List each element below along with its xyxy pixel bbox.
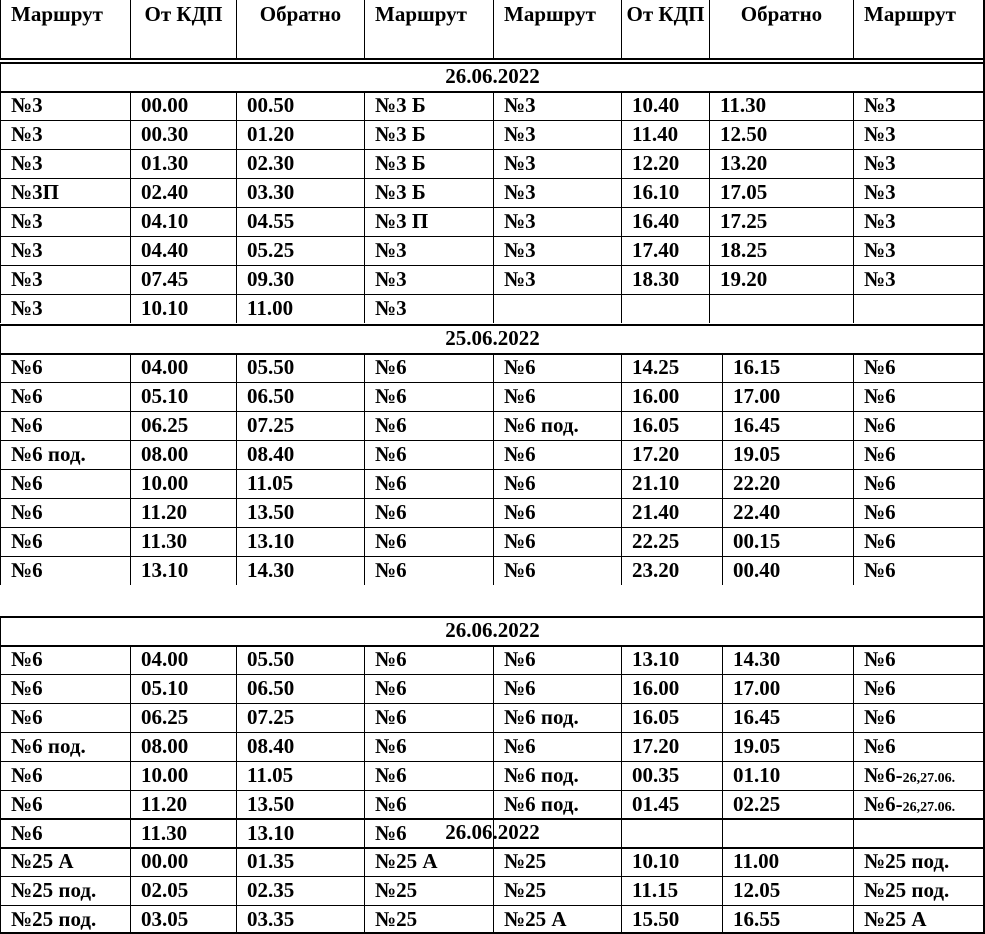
table-cell: №6 [364, 556, 493, 585]
table-cell: 14.25 [621, 353, 722, 382]
table-cell: №6 [853, 732, 985, 761]
table-cell: 22.40 [722, 498, 853, 527]
table-cell: 08.00 [130, 732, 236, 761]
table-cell: №6 [364, 790, 493, 819]
table-cell: №3 Б [364, 178, 493, 207]
table-cell: №6 под. [0, 440, 130, 469]
table-cell: №6 [493, 556, 621, 585]
table-cell: 18.30 [621, 265, 709, 294]
table-cell: №6 [364, 382, 493, 411]
table-cell: 17.20 [621, 440, 722, 469]
table-cell: 05.25 [236, 236, 364, 265]
table-cell: 03.05 [130, 905, 236, 934]
table-cell: 09.30 [236, 265, 364, 294]
table-cell: №6 под. [493, 411, 621, 440]
table-cell: 11.30 [130, 527, 236, 556]
table-cell: 16.05 [621, 703, 722, 732]
table-cell: 04.00 [130, 353, 236, 382]
table-cell: №6 под. [493, 703, 621, 732]
section-date: 26.06.2022 [0, 62, 985, 91]
table-cell: 12.50 [709, 120, 853, 149]
table-cell: 00.35 [621, 761, 722, 790]
table-cell: 10.00 [130, 761, 236, 790]
table-cell: №6 [364, 674, 493, 703]
table-cell: №25 А [493, 905, 621, 934]
table-cell: №6 [0, 411, 130, 440]
table-cell: №3 [493, 91, 621, 120]
table-cell: 18.25 [709, 236, 853, 265]
table-cell: №6 под. [493, 761, 621, 790]
table-cell: №6 [493, 440, 621, 469]
table-cell: №25 А [853, 905, 985, 934]
table-cell: №3 [364, 236, 493, 265]
table-cell: 10.00 [130, 469, 236, 498]
table-cell [853, 761, 985, 790]
table-cell: №6 [0, 498, 130, 527]
table-cell: №6 [493, 353, 621, 382]
table-cell: №25 А [0, 847, 130, 876]
table-cell: 07.25 [236, 411, 364, 440]
table-cell: №6 [364, 527, 493, 556]
column-header: Маршрут [853, 0, 985, 58]
table-cell: 16.10 [621, 178, 709, 207]
table-cell: №3 [0, 236, 130, 265]
table-cell: №25 [364, 876, 493, 905]
table-cell: №6 [493, 469, 621, 498]
table-cell: 17.00 [722, 382, 853, 411]
table-cell: 11.05 [236, 469, 364, 498]
table-cell: 13.20 [709, 149, 853, 178]
table-cell: 17.25 [709, 207, 853, 236]
table-cell: №3 [493, 120, 621, 149]
table-cell: №6 [364, 411, 493, 440]
table-cell: 12.20 [621, 149, 709, 178]
table-cell: №6 [364, 819, 493, 848]
column-header: От КДП [130, 0, 236, 58]
table-cell: 22.20 [722, 469, 853, 498]
table-cell: 00.15 [722, 527, 853, 556]
table-cell: 17.05 [709, 178, 853, 207]
table-cell: 13.50 [236, 498, 364, 527]
table-cell: 08.00 [130, 440, 236, 469]
table-cell: №3 [493, 236, 621, 265]
table-cell: 06.50 [236, 382, 364, 411]
table-cell: 23.20 [621, 556, 722, 585]
table-cell: 04.55 [236, 207, 364, 236]
table-cell: №6 [493, 382, 621, 411]
table-cell: №6 [0, 703, 130, 732]
table-cell: №3 [493, 265, 621, 294]
route-dates: 26,27.06. [902, 800, 956, 815]
table-cell [493, 294, 621, 323]
table-cell: 17.00 [722, 674, 853, 703]
table-cell: 01.30 [130, 149, 236, 178]
table-cell: №3 [364, 265, 493, 294]
table-cell: №3 [853, 236, 985, 265]
table-cell: №6 [493, 527, 621, 556]
table-cell [709, 294, 853, 323]
table-cell: №6 [853, 527, 985, 556]
table-cell: №3 [853, 149, 985, 178]
table-cell: №25 под. [0, 905, 130, 934]
table-cell: №3 Б [364, 91, 493, 120]
table-cell: 06.50 [236, 674, 364, 703]
table-cell: 00.50 [236, 91, 364, 120]
table-cell: 13.10 [621, 645, 722, 674]
table-cell: №3 [0, 207, 130, 236]
table-cell: 16.00 [621, 674, 722, 703]
table-cell: 04.40 [130, 236, 236, 265]
table-cell: 13.10 [236, 819, 364, 848]
column-header: Обратно [709, 0, 853, 58]
table-cell: 16.55 [722, 905, 853, 934]
table-cell: 16.40 [621, 207, 709, 236]
table-cell: №6 [364, 703, 493, 732]
table-cell: 05.50 [236, 645, 364, 674]
table-cell: 19.05 [722, 440, 853, 469]
table-cell: №6 [0, 382, 130, 411]
table-cell: №6 [853, 556, 985, 585]
table-cell: №3 П [364, 207, 493, 236]
table-cell: 11.20 [130, 790, 236, 819]
table-cell: 04.10 [130, 207, 236, 236]
table-cell: 21.40 [621, 498, 722, 527]
section-date: 26.06.2022 [0, 818, 985, 847]
table-cell: №3 [853, 120, 985, 149]
table-cell: 07.25 [236, 703, 364, 732]
table-cell: 16.00 [621, 382, 722, 411]
table-cell: №6 [364, 732, 493, 761]
table-cell: №6 [853, 703, 985, 732]
table-cell: №3 [493, 178, 621, 207]
table-cell: 11.30 [709, 91, 853, 120]
table-cell: №3 Б [364, 149, 493, 178]
table-cell: №6 [0, 790, 130, 819]
table-cell: №6 [0, 556, 130, 585]
table-cell: 02.25 [722, 790, 853, 819]
table-cell: №25 [493, 876, 621, 905]
table-cell: 19.05 [722, 732, 853, 761]
table-cell: №25 [493, 847, 621, 876]
table-cell: №3 [0, 120, 130, 149]
table-cell: №25 А [364, 847, 493, 876]
section-date: 25.06.2022 [0, 324, 985, 353]
table-cell: №3 [853, 178, 985, 207]
table-cell: №3 [853, 91, 985, 120]
table-cell: №6 [0, 819, 130, 848]
table-cell: №6 [0, 674, 130, 703]
column-header: Маршрут [493, 0, 621, 58]
table-cell: 00.00 [130, 91, 236, 120]
column-header: От КДП [621, 0, 709, 58]
table-cell: №25 [364, 905, 493, 934]
table-cell: 16.45 [722, 703, 853, 732]
table-cell: 06.25 [130, 411, 236, 440]
table-cell: №6 [0, 761, 130, 790]
table-cell: №6 [493, 674, 621, 703]
table-cell: 12.05 [722, 876, 853, 905]
table-cell: 05.10 [130, 674, 236, 703]
table-cell: 06.25 [130, 703, 236, 732]
table-cell: 11.40 [621, 120, 709, 149]
table-cell: 16.45 [722, 411, 853, 440]
table-cell: №6 [853, 382, 985, 411]
table-cell: 21.10 [621, 469, 722, 498]
table-cell: №3 [0, 149, 130, 178]
table-cell: 08.40 [236, 732, 364, 761]
table-cell: №3 [0, 294, 130, 323]
table-cell: №3 [364, 294, 493, 323]
table-cell: 00.40 [722, 556, 853, 585]
table-cell: 11.15 [621, 876, 722, 905]
table-cell: №3 [0, 91, 130, 120]
table-cell: №25 под. [853, 876, 985, 905]
table-cell [621, 294, 709, 323]
table-cell: №3 [493, 207, 621, 236]
table-cell: №3 [853, 265, 985, 294]
table-cell: №6 под. [0, 732, 130, 761]
table-cell: №3 Б [364, 120, 493, 149]
table-cell: 11.00 [236, 294, 364, 323]
table-cell: 14.30 [722, 645, 853, 674]
table-cell: 13.10 [236, 527, 364, 556]
table-cell: №6 [853, 411, 985, 440]
table-cell: №6 [493, 498, 621, 527]
table-cell: 17.40 [621, 236, 709, 265]
table-cell: №6 [0, 469, 130, 498]
table-cell: 10.10 [621, 847, 722, 876]
table-cell: №25 под. [853, 847, 985, 876]
table-cell: №6 под. [493, 790, 621, 819]
table-cell: 16.15 [722, 353, 853, 382]
column-header: Маршрут [364, 0, 493, 58]
table-cell: 10.40 [621, 91, 709, 120]
route-label: №6- [864, 763, 903, 787]
table-cell: 01.10 [722, 761, 853, 790]
table-cell: №3 [0, 265, 130, 294]
table-cell: №3 [853, 207, 985, 236]
table-cell: №6 [853, 498, 985, 527]
table-cell: №6 [0, 645, 130, 674]
table-cell: 15.50 [621, 905, 722, 934]
column-header: Обратно [236, 0, 364, 58]
table-cell: №6 [364, 761, 493, 790]
table-cell: №25 под. [0, 876, 130, 905]
table-cell: 02.35 [236, 876, 364, 905]
table-cell: 04.00 [130, 645, 236, 674]
table-cell: 17.20 [621, 732, 722, 761]
table-cell: 01.35 [236, 847, 364, 876]
table-cell: 22.25 [621, 527, 722, 556]
table-cell: №6 [853, 353, 985, 382]
table-cell: 08.40 [236, 440, 364, 469]
table-cell: 13.50 [236, 790, 364, 819]
table-cell: №6 [364, 440, 493, 469]
table-cell: 14.30 [236, 556, 364, 585]
table-cell: №6 [0, 353, 130, 382]
table-cell: 01.20 [236, 120, 364, 149]
table-cell: №6 [853, 440, 985, 469]
table-cell: 00.00 [130, 847, 236, 876]
table-cell: 02.05 [130, 876, 236, 905]
route-label: №6- [864, 792, 903, 816]
table-cell: №6 [364, 469, 493, 498]
table-cell: 11.30 [130, 819, 236, 848]
route-dates: 26,27.06. [902, 771, 956, 786]
table-cell: №3П [0, 178, 130, 207]
table-cell: №6 [853, 469, 985, 498]
table-cell: №6 [493, 732, 621, 761]
table-cell: 00.30 [130, 120, 236, 149]
table-cell: 11.20 [130, 498, 236, 527]
table-cell: 02.40 [130, 178, 236, 207]
table-cell: 03.35 [236, 905, 364, 934]
table-cell: 01.45 [621, 790, 722, 819]
table-cell: №6 [364, 498, 493, 527]
table-cell: 05.50 [236, 353, 364, 382]
table-cell: №6 [853, 645, 985, 674]
table-cell: 11.05 [236, 761, 364, 790]
table-cell: 13.10 [130, 556, 236, 585]
table-cell: №6 [493, 645, 621, 674]
table-cell: 02.30 [236, 149, 364, 178]
table-cell: 07.45 [130, 265, 236, 294]
section-date: 26.06.2022 [0, 616, 985, 645]
table-cell: №6 [0, 527, 130, 556]
row-divider [0, 58, 985, 60]
table-cell: 03.30 [236, 178, 364, 207]
table-cell [853, 294, 985, 323]
column-header: Маршрут [0, 0, 130, 58]
table-cell: №6 [364, 645, 493, 674]
table-cell: 10.10 [130, 294, 236, 323]
table-cell: №3 [493, 149, 621, 178]
table-cell: 05.10 [130, 382, 236, 411]
table-cell: 19.20 [709, 265, 853, 294]
table-cell: №6 [364, 353, 493, 382]
table-cell: 11.00 [722, 847, 853, 876]
table-cell [853, 790, 985, 819]
table-cell: 16.05 [621, 411, 722, 440]
table-cell: №6 [853, 674, 985, 703]
